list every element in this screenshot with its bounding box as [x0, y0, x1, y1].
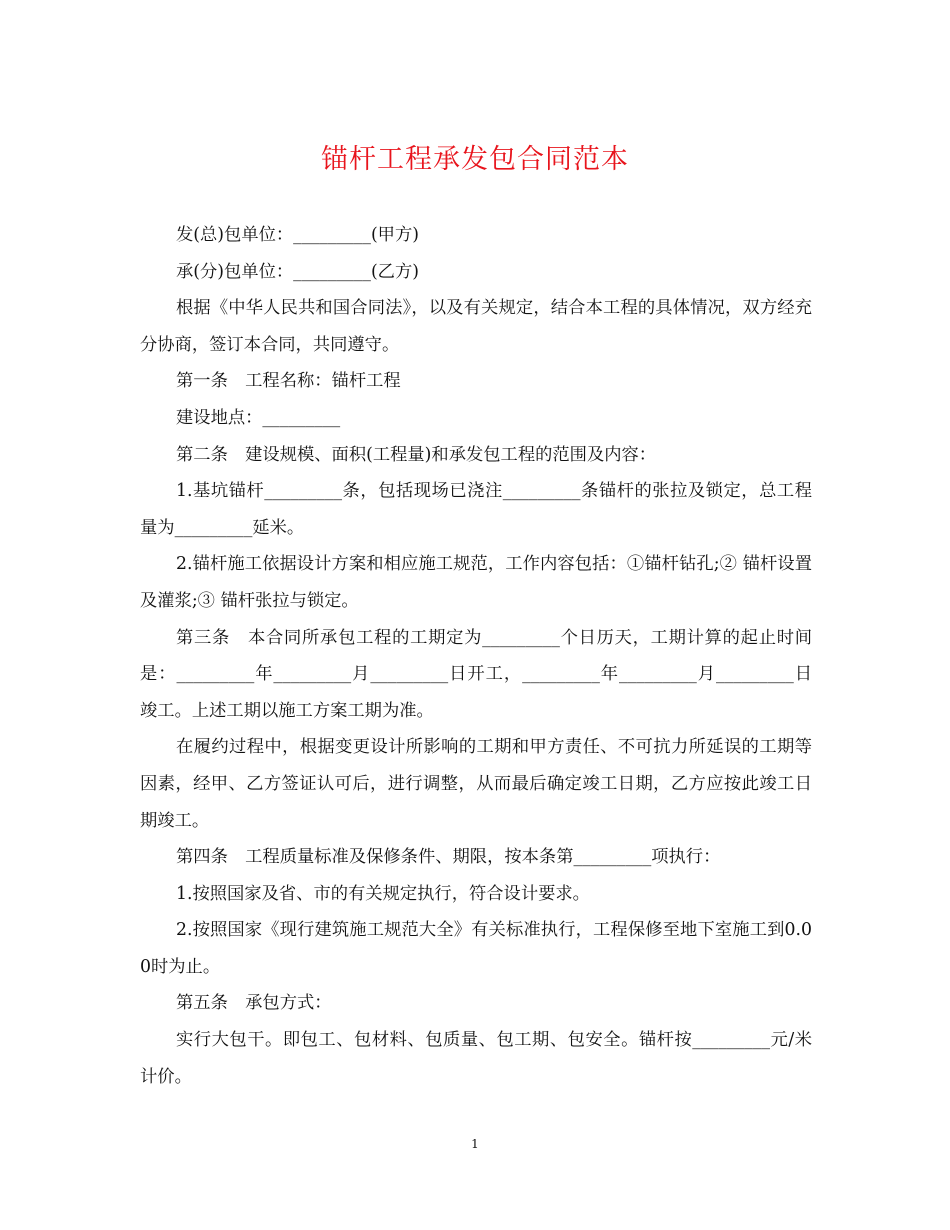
page-number: 1 [471, 1137, 479, 1151]
document-body [140, 217, 812, 1095]
paragraph-article-5: 第五条 承包方式： [176, 993, 332, 1014]
paragraph-article-1: 第一条 工程名称：锚杆工程 [176, 371, 401, 392]
paragraph-article-2-item-2: 2.锚杆施工依据设计方案和相应施工规范，工作内容包括：①锚杆钻孔;② 锚杆设置及灌浆;③ 锚杆张拉与锁定。 [140, 554, 812, 611]
paragraph-construction-site: 建设地点：_________ [176, 407, 341, 428]
paragraph-article-2: 第二条 建设规模、面积(工程量)和承发包工程的范围及内容： [176, 444, 657, 465]
paragraph-contractor-sub: 承(分)包单位：_________(乙方) [176, 261, 419, 282]
paragraph-article-4: 第四条 工程质量标准及保修条件、期限，按本条第_________项执行： [176, 847, 721, 868]
paragraph-article-3-adjustment: 在履约过程中，根据变更设计所影响的工期和甲方责任、不可抗力所延误的工期等因素，经甲、乙方签证认可后，进行调整，从而最后确定竣工日期，乙方应按此竣工日期竣工。 [140, 737, 812, 831]
paragraph-article-4-item-1: 1.按照国家及省、市的有关规定执行，符合设计要求。 [176, 883, 590, 904]
paragraph-article-3: 第三条 本合同所承包工程的工期定为_________个日历天，工期计算的起止时间是：_________年_________月_________日开工，_________年_________月_________日竣工。上述工期以施工方案工期为准。 [140, 627, 812, 721]
paragraph-preamble: 根据《中华人民共和国合同法》，以及有关规定，结合本工程的具体情况，双方经充分协商，签订本合同，共同遵守。 [140, 298, 812, 355]
document-title: 锚杆工程承发包合同范本 [321, 144, 629, 175]
paragraph-contractor-general: 发(总)包单位：_________(甲方) [176, 225, 419, 245]
paragraph-article-2-item-1: 1.基坑锚杆_________条，包括现场已浇注_________条锚杆的张拉及锁定，总工程量为_________延米。 [140, 481, 812, 538]
paragraph-article-5-detail: 实行大包干。即包工、包材料、包质量、包工期、包安全。锚杆按_________元/米计价。 [140, 1030, 812, 1087]
paragraph-article-4-item-2: 2.按照国家《现行建筑施工规范大全》有关标准执行，工程保修至地下室施工到0.00时为止。 [140, 920, 812, 977]
